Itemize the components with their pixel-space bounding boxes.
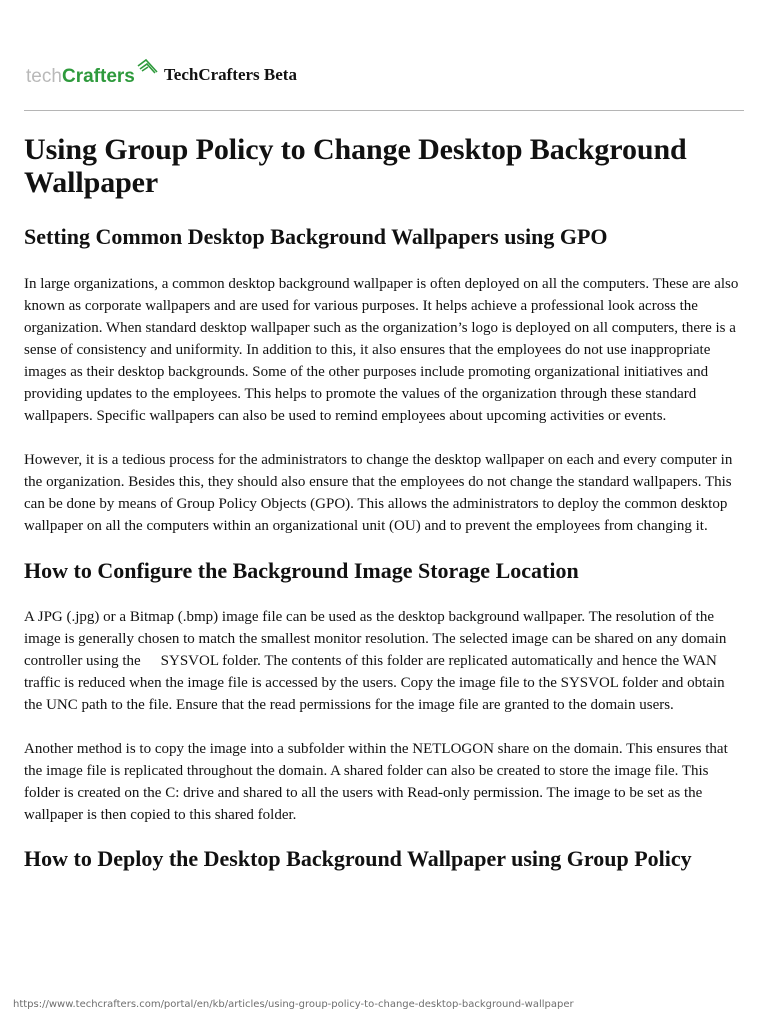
section-heading-setting-wallpapers: Setting Common Desktop Background Wallpapers using GPO: [24, 224, 608, 249]
footer-url[interactable]: https://www.techcrafters.com/portal/en/kb/articles/using-group-policy-to-change-desktop-background-wallpaper: [13, 999, 574, 1010]
section-heading-deploy-wallpaper: How to Deploy the Desktop Background Wallpaper using Group Policy: [24, 846, 692, 871]
site-title[interactable]: TechCrafters Beta: [164, 65, 297, 84]
techcrafters-logo[interactable]: [26, 58, 160, 90]
logo-tool-icon: [138, 60, 157, 73]
logo-text-bold: Crafters: [62, 66, 135, 87]
article-content: [24, 133, 746, 873]
article-title: Using Group Policy to Change Desktop Background Wallpaper: [24, 133, 687, 199]
logo-text-light: tech: [26, 66, 62, 87]
page-header: [24, 54, 744, 94]
paragraph-gpo-overview: However, it is a tedious process for the administrators to change the desktop wallpaper on each and every computer in the organization. Besides this, they should also ensure that the employees do not change the standard wallpapers. This can be done by means of Group Policy Objects (GPO). This allows the administrators to deploy the common desktop wallpaper on all the computers within an organizational unit (OU) and to prevent the employees from changing it.: [24, 452, 733, 534]
paragraph-sysvol: [24, 606, 746, 716]
section-heading-configure-storage: How to Configure the Background Image Storage Location: [24, 558, 579, 583]
header-divider: [24, 110, 744, 111]
paragraph-sysvol-before: A JPG (.jpg) or a Bitmap (.bmp) image file can be used as the desktop background wallpaper. The resolution of the image is generally chosen to match the smallest monitor resolution. The selected image can be shared on any domain controller using the: [24, 609, 727, 669]
paragraph-netlogon: Another method is to copy the image into a subfolder within the NETLOGON share on the domain. This ensures that the image file is replicated throughout the domain. A shared folder can also be created to store the image file. This folder is created on the C: drive and shared to all the users with Read-only permission. The image to be set as the wallpaper is then copied to this shared folder.: [24, 741, 728, 823]
paragraph-sysvol-after: SYSVOL folder. The contents of this folder are replicated automatically and hence the WAN traffic is reduced when the image file is accessed by the users. Copy the image file to the SYSVOL folder and obtain the UNC path to the file. Ensure that the read permissions for the image file are granted to the domain users.: [24, 653, 725, 713]
paragraph-intro: In large organizations, a common desktop background wallpaper is often deployed on all the computers. These are also known as corporate wallpapers and are used for various purposes. It helps achieve a professional look across the organization. When standard desktop wallpaper such as the organization’s logo is deployed on all computers, there is a sense of consistency and uniformity. In addition to this, it also ensures that the employees do not use inappropriate images as their desktop backgrounds. Some of the other purposes include promoting organizational initiatives and providing updates to the employees. This helps to promote the values of the organization through these standard wallpapers. Specific wallpapers can also be used to remind employees about upcoming activities or events.: [24, 276, 739, 424]
